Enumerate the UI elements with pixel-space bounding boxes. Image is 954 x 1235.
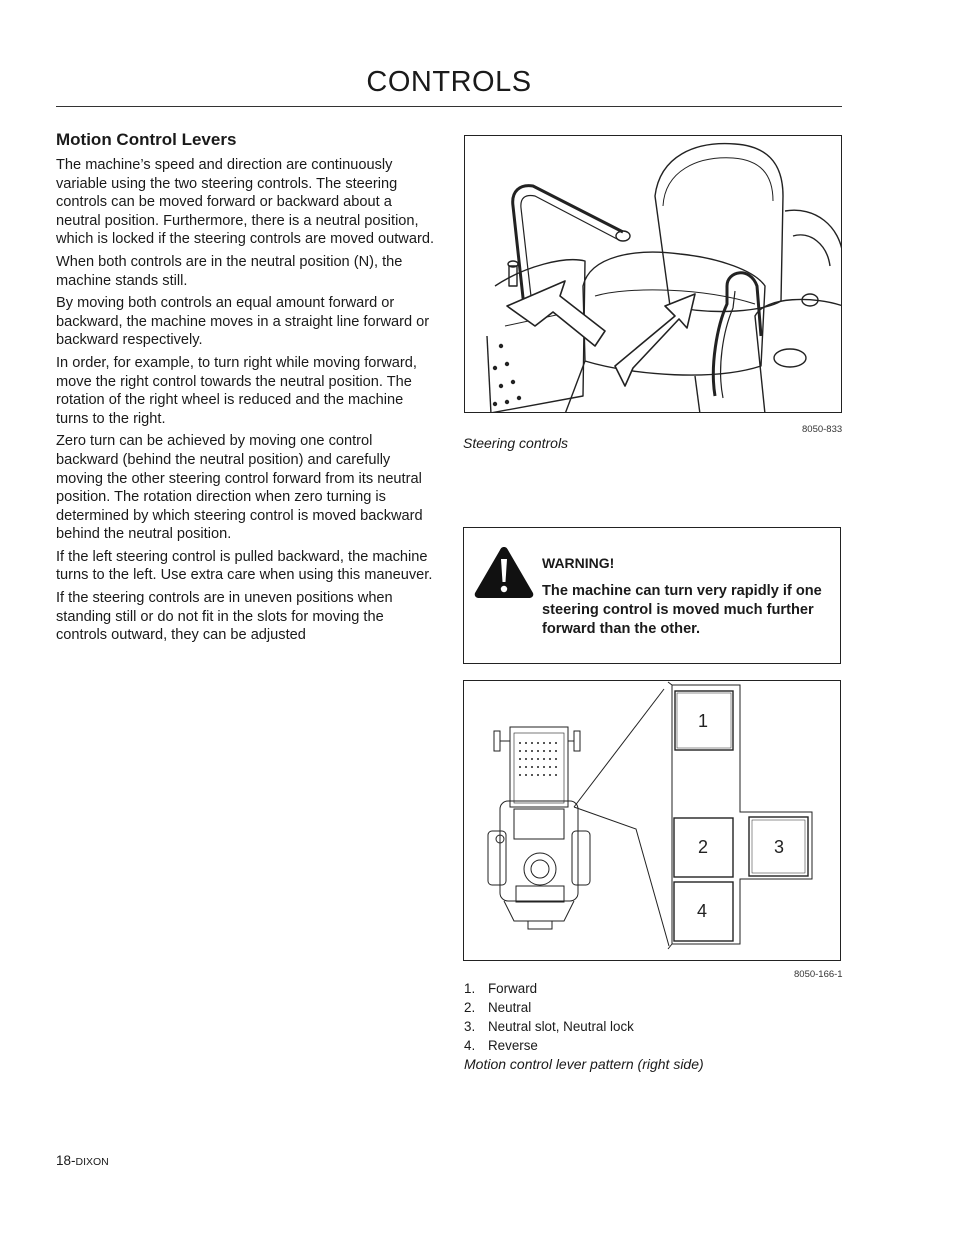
legend-label: Forward (488, 981, 538, 996)
figure2-caption: Motion control lever pattern (right side) (464, 1056, 704, 1072)
legend-num: 4. (464, 1038, 476, 1053)
warning-box (463, 527, 841, 664)
legend-label: Neutral (488, 1000, 532, 1015)
legend-label: Reverse (488, 1038, 538, 1053)
mower-topview (488, 727, 590, 929)
section-heading: Motion Control Levers (56, 130, 237, 149)
figure2-code: 8050-166-1 (794, 969, 843, 980)
paragraph-6: If the left steering control is pulled backward, the machine turns to the left. Use extra care when using this maneuver. (56, 548, 433, 584)
motion-control-section (56, 130, 434, 649)
slot-label-3: 3 (773, 837, 785, 857)
legend-item (464, 979, 842, 998)
figure1-caption: Steering controls (463, 435, 569, 451)
paragraph-2: When both controls are in the neutral position (N), the machine stands still. (56, 253, 403, 289)
warning-triangle-icon (473, 545, 535, 599)
figure1-code: 8050-833 (802, 424, 843, 435)
steering-controls-illustration (464, 135, 842, 413)
lever-pattern-diagram (463, 680, 841, 961)
slot-label-1: 1 (697, 711, 709, 731)
legend-item (464, 1017, 842, 1036)
legend-num: 2. (464, 1000, 476, 1015)
slot-label-2: 2 (697, 837, 709, 857)
paragraph-3: By moving both controls an equal amount forward or backward, the machine moves in a straight line forward or backward respectively. (56, 295, 430, 349)
lever-pattern-legend (464, 979, 842, 1055)
legend-num: 3. (464, 1019, 476, 1034)
page-footer (56, 1153, 109, 1168)
slot-label-4: 4 (696, 901, 708, 921)
legend-item (464, 1036, 842, 1055)
warning-title: WARNING! (542, 555, 615, 571)
legend-num: 1. (464, 981, 476, 996)
paragraph-7: If the steering controls are in uneven positions when standing still or do not fit in the slots for moving the controls outward, they can be adjusted (56, 590, 393, 644)
legend-label: Neutral slot, Neutral lock (488, 1019, 634, 1034)
page-title: CONTROLS (366, 66, 532, 98)
title-rule (56, 106, 842, 107)
paragraph-1: The machine’s speed and direction are continuously variable using the two steering controls. The steering controls can be moved forward or backward about a neutral position. Furthermore, there is a neutral position, which is locked if the steering controls are moved outward. (56, 157, 434, 248)
paragraph-5: Zero turn can be achieved by moving one control backward (behind the neutral position) and carefully moving the other steering control forward from its neutral position. The rotation direction when zero turning is determined by which steering control is moved backward behind the neutral position. (56, 433, 423, 543)
warning-text: The machine can turn very rapidly if one steering control is moved much further forward than the other. (542, 583, 822, 637)
paragraph-4: In order, for example, to turn right while moving forward, move the right control towards the neutral position. The rotation of the right wheel is reduced and the machine turns to the right. (56, 354, 417, 427)
page-number: 18- (56, 1153, 76, 1168)
legend-item (464, 998, 842, 1017)
footer-brand: DIXON (75, 1156, 109, 1168)
